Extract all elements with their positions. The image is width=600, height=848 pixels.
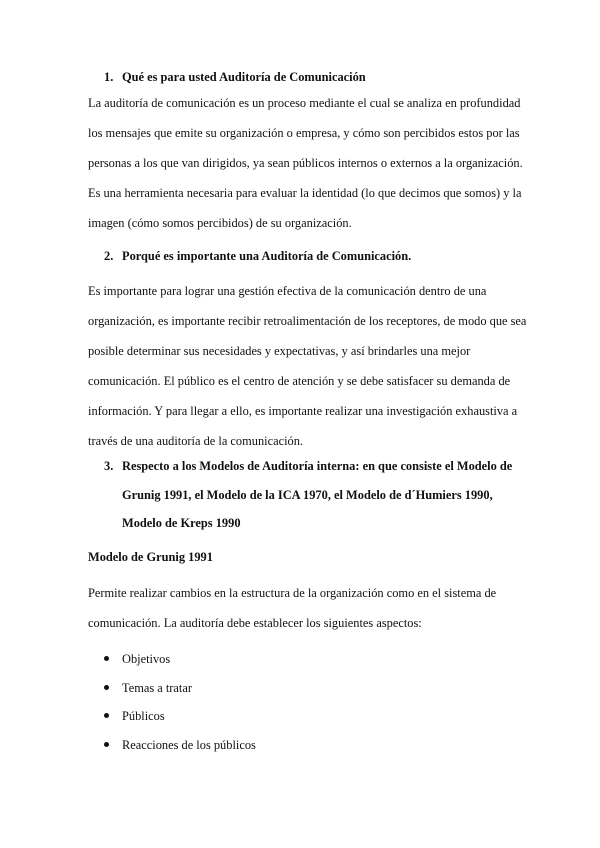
section-2-heading <box>104 249 524 264</box>
grunig-paragraph-1: Permite realizar cambios en la estructura de la organización como en el sistema de comunicación. La auditoría debe establecer los siguientes aspectos: <box>88 586 497 630</box>
bullet-icon <box>104 742 109 747</box>
section-3-title: Respecto a los Modelos de Auditoría interna: en que consiste el Modelo de Grunig 1991, el Modelo de la ICA 1970, el Modelo de d´Humiers 1990, Modelo de Kreps 1990 <box>122 459 513 530</box>
section-3-number: 3. <box>104 459 114 473</box>
list-item-text: Temas a tratar <box>122 680 192 695</box>
section-1-title: Qué es para usted Auditoría de Comunicación <box>122 70 366 84</box>
list-item <box>104 735 256 764</box>
grunig-bullet-list <box>104 649 256 764</box>
list-item <box>104 649 256 678</box>
grunig-heading: Modelo de Grunig 1991 <box>88 550 213 564</box>
section-1-number: 1. <box>104 70 114 84</box>
section-1-paragraph-2: Es una herramienta necesaria para evaluar la identidad (lo que decimos que somos) y la imagen (cómo somos percibidos) de su organización. <box>88 186 522 230</box>
list-item <box>104 678 256 707</box>
section-1-paragraph-1: La auditoría de comunicación es un proceso mediante el cual se analiza en profundidad los mensajes que emite su organización o empresa, y cómo son percibidos estos por las personas a los que van dirigidos, ya sean públicos internos o externos a la organización. <box>88 96 523 170</box>
section-3-heading <box>104 452 524 538</box>
list-item-text: Objetivos <box>122 652 171 666</box>
section-2-title: Porqué es importante una Auditoría de Comunicación. <box>122 249 412 263</box>
list-item-text: Públicos <box>122 709 165 724</box>
bullet-icon <box>104 685 109 690</box>
list-item <box>104 706 256 735</box>
section-2-paragraph-1: Es importante para lograr una gestión efectiva de la comunicación dentro de una organización, es importante recibir retroalimentación de los receptores, de modo que sea posible determinar sus necesidades y expectativas, y así brindarles una mejor comunicación. El público es el centro de atención y se debe satisfacer su demanda de información. Y para llegar a ello, es importante realizar una investigación exhaustiva a través de una auditoría de la comunicación. <box>88 284 527 448</box>
section-2-number: 2. <box>104 249 114 263</box>
bullet-icon <box>104 713 109 718</box>
list-item-text: Reacciones de los públicos <box>122 738 256 753</box>
bullet-icon <box>104 656 109 661</box>
section-1-heading <box>104 70 524 85</box>
